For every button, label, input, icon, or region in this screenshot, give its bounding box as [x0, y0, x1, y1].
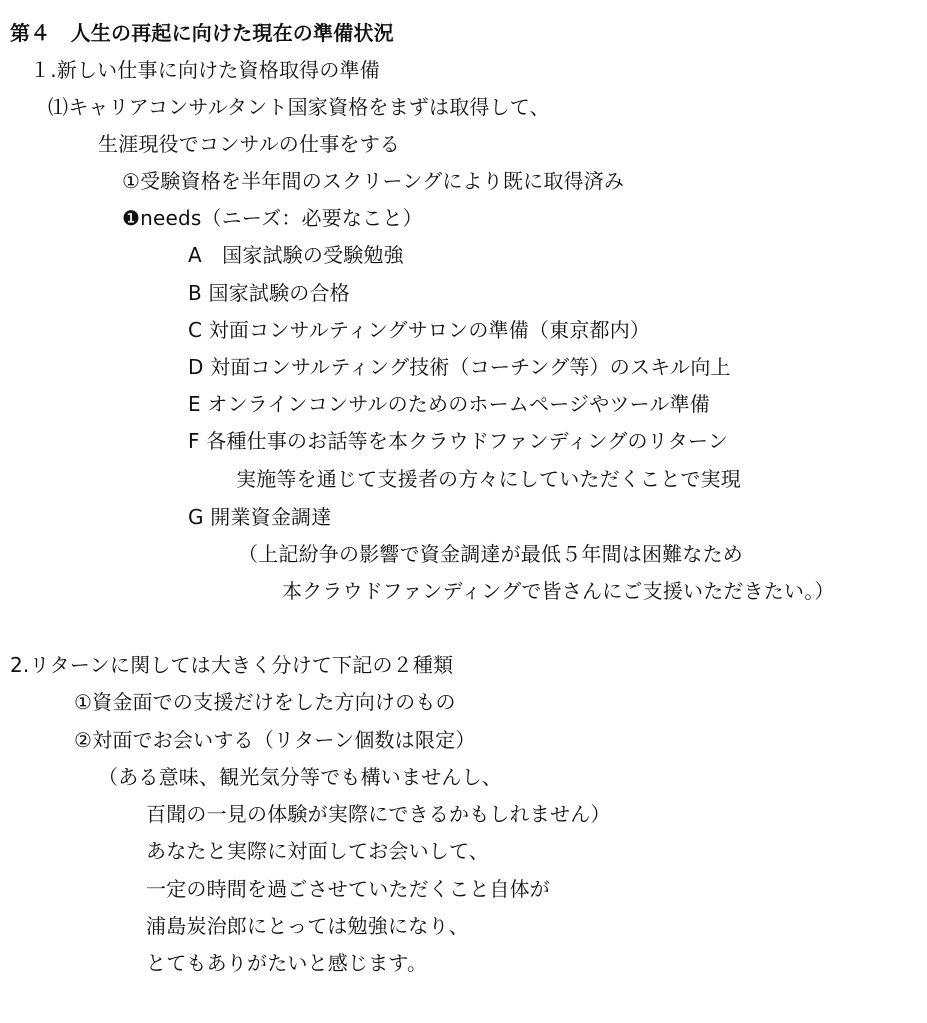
needs-item-d: D 対面コンサルティング技術（コーチング等）のスキル向上	[188, 355, 731, 379]
section-heading: 第４ 人生の再起に向けた現在の準備状況	[10, 21, 394, 45]
section2-item2: ②対面でお会いする（リターン個数は限定）	[74, 728, 476, 752]
section2-item1: ①資金面での支援だけをした方向けのもの	[74, 690, 456, 714]
section1-title: １.新しい仕事に向けた資格取得の準備	[30, 58, 380, 82]
needs-item-b: B 国家試験の合格	[188, 281, 350, 305]
section1-item1-line2: 生涯現役でコンサルの仕事をする	[98, 132, 400, 156]
needs-heading: ❶needs（ニーズ：必要なこと）	[122, 206, 423, 230]
section2-note4: 一定の時間を過ごさせていただくこと自体が	[146, 877, 550, 901]
section1-sub1: ①受験資格を半年間のスクリーングにより既に取得済み	[122, 169, 625, 193]
needs-item-g-note2: 本クラウドファンディングで皆さんにご支援いただきたい。）	[282, 579, 835, 603]
needs-item-g: G 開業資金調達	[188, 505, 332, 529]
section2-note2: 百聞の一見の体験が実際にできるかもしれません）	[146, 802, 611, 826]
section2-note3: あなたと実際に対面してお会いして、	[146, 839, 489, 863]
section2-title: 2.リターンに関しては大きく分けて下記の２種類	[10, 653, 454, 677]
section2-note1: （ある意味、観光気分等でも構いませんし、	[98, 765, 502, 789]
needs-item-f-line2: 実施等を通じて支援者の方々にしていただくことで実現	[236, 467, 741, 491]
needs-item-a: A 国家試験の受験勉強	[188, 243, 404, 267]
section1-item1-line1: ⑴キャリアコンサルタント国家資格をまずは取得して、	[48, 95, 550, 119]
section2-note5: 浦島炭治郎にとっては勉強になり、	[146, 914, 469, 938]
needs-item-e: E オンラインコンサルのためのホームページやツール準備	[188, 392, 710, 416]
section2-note6: とてもありがたいと感じます。	[146, 951, 428, 975]
needs-item-g-note1: （上記紛争の影響で資金調達が最低５年間は困難なため	[238, 542, 743, 566]
needs-item-c: C 対面コンサルティングサロンの準備（東京都内）	[188, 318, 651, 342]
needs-item-f-line1: F 各種仕事のお話等を本クラウドファンディングのリターン	[188, 429, 729, 453]
